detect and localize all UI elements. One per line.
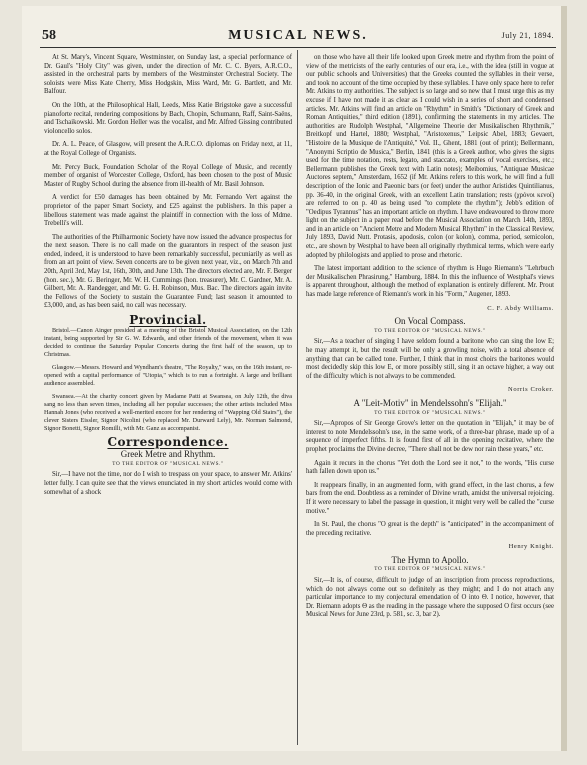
page-edge-shadow [561,6,567,751]
news-paragraph: A verdict for £50 damages has been obtained by Mr. Fernando Vert against the proprietor of the paper Smart Society, and £25 against the publishers. In this paper a libellous statement was made against the plaintiff in connection with the loss of Mdme. Trebelli's will. [44,194,292,228]
letter-paragraph: on those who have all their life looked upon Greek metre and rhythm from the point of view of the metricists of the early centuries of our era, i.e., with the idea (still in vogue at our public schools and Universities) that the Greeks counted the syllables in their verse, and took no account of the time occupied by these syllables. I have only space here to refer Mr. Atkins to my authorities. The subject is so large and so new that I must urge this as my excuse if I have not made it as clear as I could wish in a series of short and condensed articles. Mr. Atkins will find an article on "Rhythm" in Smith's "Dictionary of Greek and Roman Antiquities," third edition (1891), confirming the statements in my articles. The authorities are Rudolph Westphal, "Allgemeine Theorie der Musikalischen Rhythmik," Breitkopf und Hartel, 1880; Westphal, "Aristoxenus," Leipsic Abel, 1883; Gevaert, "Histoire de la Musique de l'Antiquité," Vol. II., Ghent, 1881 (out of print); Bellermann, "Anonymi Scriptio de Musica," Berlin, 1841 (this is a Greek author, who gives the signs used for the time notation, rests, legato, and staccato, examples of vocal exercises, etc.; Bellermann publishes the Greek text with Latin notes); Meibomius, "Antiquae Musicae Auctores septem," Amsterdam, 1652 (if Mr. Atkins refers to this work, he will find a full description of the Ionic and Paeonic bars (or feet) under the author Aristides Quintilianus, pp. 36-40, in the original Greek, with an excellent Latin translation; rests (χρόνοι κενοί) are referred to on p. 40 as being used "to complete the rhythm"); Jebb's edition of "Oedipus Tyrannus" has an important article on rhythm. I have endeavoured to throw more light on the subject in a paper read before the Musical Association on March 14th, 1893, and in an article on "Ancient Metre and Modern Musical Rhythm" in the Classical Review, July 1893, David Nutt. Protasis, apodosis, colon (or kolon), comma, period, semicolon, etc., are shown by Westphal to have been all originally rhythmical terms, which were early adopted by philologists and applied to prose and rhetoric. [306,54,554,259]
signature: Henry Knight. [508,543,554,551]
news-paragraph: On the 10th, at the Philosophical Hall, Leeds, Miss Katie Brigstoke gave a successful pianoforte recital, rendering compositions by Bach, Chopin, Schumann, Raff, Saint-Saëns, and Tschaikowski. Mr. Gordon Heller was the vocalist, and Mr. Alfred Gissing contributed violoncello solos. [44,101,292,135]
correspondence-heading: Correspondence. [107,434,229,449]
letter-paragraph: Sir,—I have not the time, nor do I wish to trespass on your space, to answer Mr. Atkins' letter fully. I can quite see that the views enunciated in my short articles would come with somewhat of a shock [44,471,292,496]
provincial-item: Swansea.—At the charity concert given by Madame Patti at Swansea, on July 12th, the diva sang no less than seven times, including all her popular successes; the other artists included Miss Hannah Jones (who received a well-merited encore for her rendering of "Wapping Old Stairs"), the clever Sisters Eissler, Signor Nicolini (who replaced Mr. Durward Lely), Mr. Norman Salmond, Signor Bonetti, Signor Romilli, with Mr. Ganz as accompanist. [44,392,292,432]
article-title: Greek Metre and Rhythm. [120,449,216,460]
issue-date: July 21, 1894. [501,31,554,40]
right-column [306,54,554,625]
letter-paragraph: Again it recurs in the chorus "Yet doth the Lord see it not," to the words, "His curse hath fallen down upon us." [306,459,554,476]
letter-paragraph: Sir,—Apropos of Sir George Grove's letter on the quotation in "Elijah," it may be of interest to note Mendelssohn's use, in the same work, of a three-bar phrase, made up of a sequence of imperfect fifths. It is found first of all in the opening recitative, where the prophet proclaims the Divine decree, "There shall not be dew nor rain these years," etc. [306,420,554,453]
to-editor-line: TO THE EDITOR OF "MUSICAL NEWS." [374,566,486,573]
news-paragraph: Dr. A. L. Peace, of Glasgow, will present the A.R.C.O. diplomas on Friday next, at 11, at the Royal College of Organists. [44,141,292,157]
left-column [44,54,292,502]
article-title: A "Leit-Motiv" in Mendelssohn's "Elijah." [353,397,507,408]
provincial-item: Glasgow.—Messrs. Howard and Wyndham's theatre, "The Royalty," was, on the 16th instant, re-opened with a capital performance of "Utopia," which is to run a fortnight. A large and brilliant audience assembled. [44,363,292,387]
to-editor-line: TO THE EDITOR OF "MUSICAL NEWS." [374,327,486,334]
header-rule [40,47,556,48]
page-number: 58 [42,28,56,43]
masthead-title: MUSICAL NEWS. [228,28,368,43]
signature: Norris Croker. [508,386,554,394]
signature: C. F. Abdy Williams. [487,304,554,312]
provincial-item: Bristol.—Canon Ainger presided at a meeting of the Bristol Musical Association, on the 12th instant, being supported by Sir G. W. Edwards, and other friends of the movement, when it was decided to continue the Saturday Popular Concerts during the first half of the season, up to Christmas. [44,326,292,358]
letter-paragraph: It reappears finally, in an augmented form, with grand effect, in the last chorus, a few bars from the end. Doubtless as a reminder of Divine wrath, amidst the universal rejoicing. If it were necessary to label the passage in question, it might very well be called the "curse motive." [306,481,554,515]
to-editor-line: TO THE EDITOR OF "MUSICAL NEWS." [112,460,224,467]
letter-paragraph: Sir,—As a teacher of singing I have seldom found a baritone who can sing the low E; he may attempt it, but the result will be only a growling noise, with a total absence of anything that can be called tone. Further, I think that in most choirs the baritones would most decidedly skip this low E, or more possibly still, sing it an octave higher, a way out of the difficulty which is not always to be commended. [306,338,554,380]
column-divider [297,50,298,745]
page-header [42,28,554,44]
letter-paragraph: In St. Paul, the chorus "O great is the depth" is "anticipated" in the accompaniment of the preceding recitative. [306,521,554,537]
article-title: The Hymn to Apollo. [391,554,469,565]
letter-paragraph: The latest important addition to the science of rhythm is Hugo Riemann's "Lehrbuch der Musikalischen Phrasirung," Hamburg, 1884. In this the influence of Westphal's views is apparent throughout, although the method of explanation is entirely different. Mr. Prout has made large reference of Riemann's work in his "Form," Augener, 1893. [306,265,554,299]
newspaper-page [22,6,567,751]
article-title: On Vocal Compass. [394,316,466,327]
to-editor-line: TO THE EDITOR OF "MUSICAL NEWS." [374,409,486,416]
letter-paragraph: Sir,—It is, of course, difficult to judge of an inscription from process reproductions, which do not always come out so definitely as they might; and I do not attach any particular importance to my conjectural emendation of O into Θ. I notice, however, that Dr. Riemann adopts Θ as the reading in the passage where the supposed O first occurs (see Musical News for June 23rd, p. 581, sc. 3, bar 2). [306,577,554,619]
news-paragraph: Mr. Percy Buck, Foundation Scholar of the Royal College of Music, and recently member of organist of Worcester College, Oxford, has been chosen to the post of Music Master of Rugby School during the absence from ill-health of Mr. Basil Johnson. [44,163,292,188]
news-paragraph: The authorities of the Philharmonic Society have now issued the advance prospectus for the next season. There is no call made on the guarantors in respect of the season just ended, indeed, it is understood to have been remarkably successful, pecuniarily as well as from an art point of view. Seven concerts are to be given next year, viz., on March 7th and 20th, April 3rd, May 1st, 16th, 30th, and June 13th. The directors elected are, Mr. F. Berger (hon. sec.), Mr. G. Beringer, Mr. W. H. Cummings (hon. treasurer), Mr. C. Gardner, Mr. A. Gilbert, Mr. A. Randegger, and Mr. G. H. Robinson, Mus. Bac. The directors again invite the Fellows of the Society to sustain the Guarantee Fund; last season it amounted to £3,000, and, as has been said, no call was necessary. [44,233,292,310]
news-paragraph: At St. Mary's, Vincent Square, Westminster, on Sunday last, a special performance of Dr. Gaul's "Holy City" was given, under the direction of Mr. C. C. Byers, A.R.C.O., assisted in the orchestral parts by members of the Westminster Orchestral Society. The soloists were Miss Kate Cherry, Miss Hodgskin, Miss Ward, Mr. G. Bartlett, and Mr. Balfour. [44,54,292,96]
provincial-heading: Provincial. [129,313,207,328]
